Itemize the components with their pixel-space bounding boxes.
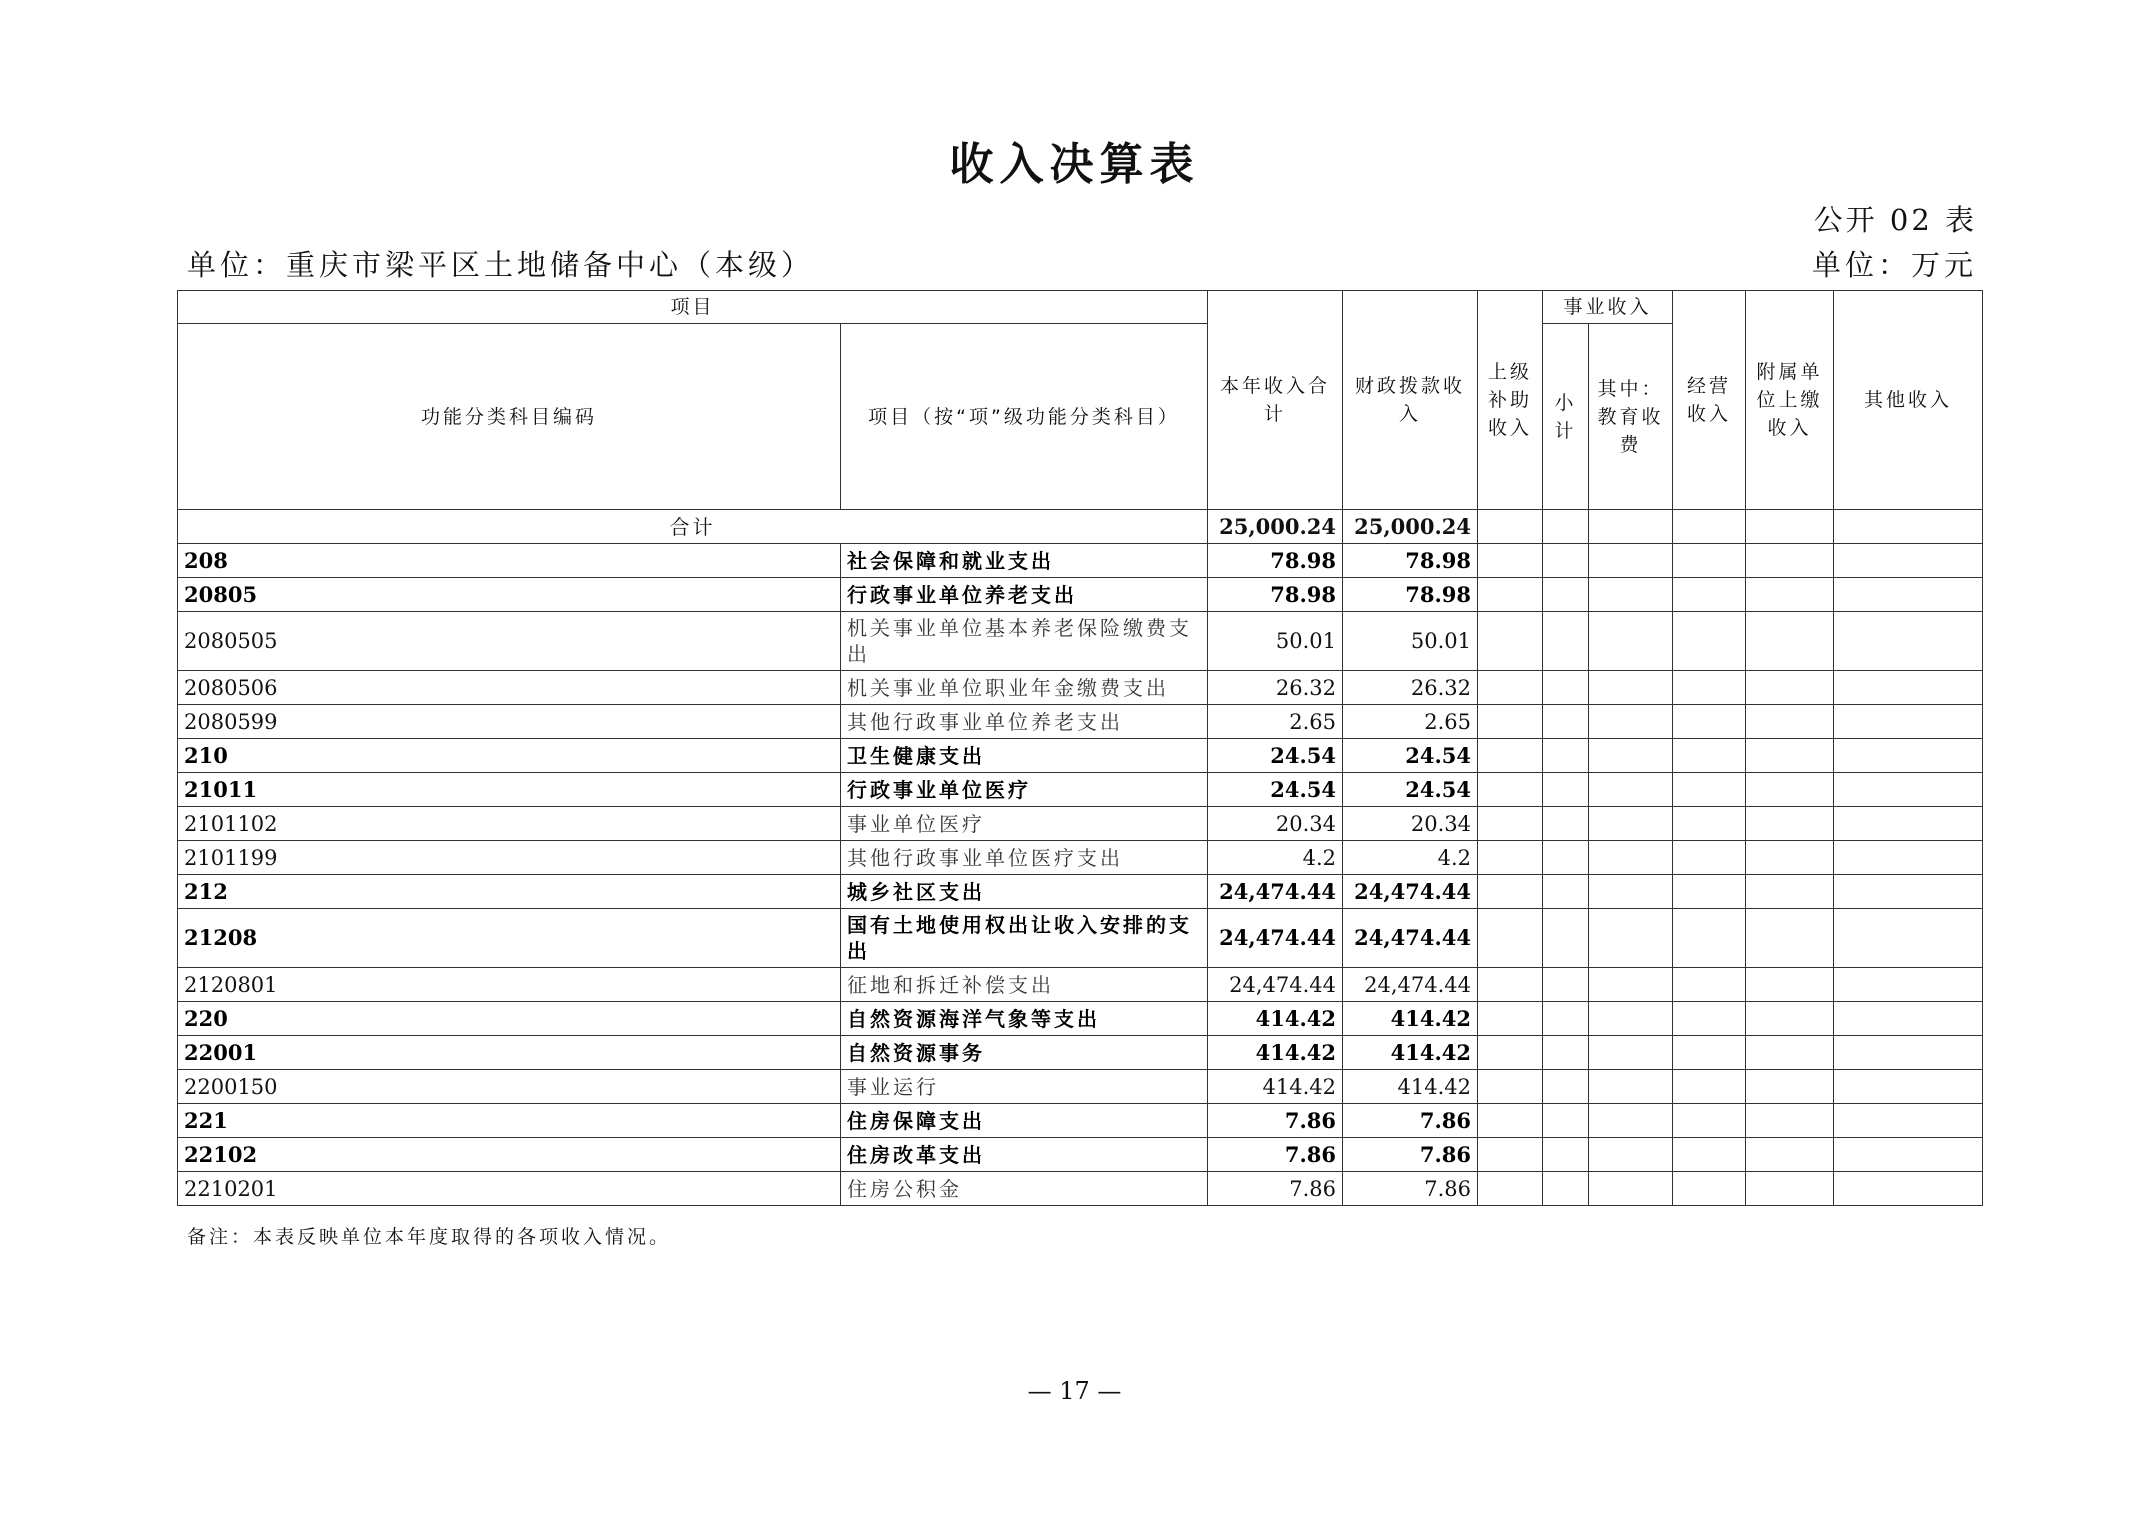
table-note: 备注：本表反映单位本年度取得的各项收入情况。 bbox=[187, 1226, 672, 1248]
page-number: — 17 — bbox=[1027, 1377, 1122, 1405]
table-row bbox=[178, 1002, 1983, 1036]
table-row bbox=[178, 841, 1983, 875]
row-name: 机关事业单位职业年金缴费支出 bbox=[841, 671, 1208, 705]
row-fiscal: 78.98 bbox=[1343, 544, 1478, 578]
row-fiscal: 2.65 bbox=[1343, 705, 1478, 739]
row-code: 2210201 bbox=[178, 1172, 841, 1206]
total-row bbox=[178, 510, 1983, 544]
table-row bbox=[178, 705, 1983, 739]
row-name: 其他行政事业单位医疗支出 bbox=[841, 841, 1208, 875]
row-name: 行政事业单位养老支出 bbox=[841, 578, 1208, 612]
row-fiscal: 4.2 bbox=[1343, 841, 1478, 875]
row-fiscal: 26.32 bbox=[1343, 671, 1478, 705]
table-row bbox=[178, 544, 1983, 578]
row-name: 自然资源事务 bbox=[841, 1036, 1208, 1070]
unit-organization: 单位：重庆市梁平区土地储备中心（本级） bbox=[187, 248, 815, 282]
row-name: 住房改革支出 bbox=[841, 1138, 1208, 1172]
row-name: 城乡社区支出 bbox=[841, 875, 1208, 909]
row-fiscal: 78.98 bbox=[1343, 578, 1478, 612]
row-name: 事业单位医疗 bbox=[841, 807, 1208, 841]
row-total: 414.42 bbox=[1208, 1070, 1343, 1104]
table-row bbox=[178, 671, 1983, 705]
row-name: 自然资源海洋气象等支出 bbox=[841, 1002, 1208, 1036]
row-fiscal: 7.86 bbox=[1343, 1104, 1478, 1138]
row-fiscal: 414.42 bbox=[1343, 1002, 1478, 1036]
row-name: 卫生健康支出 bbox=[841, 739, 1208, 773]
table-row bbox=[178, 909, 1983, 968]
row-fiscal: 24.54 bbox=[1343, 739, 1478, 773]
row-name: 住房保障支出 bbox=[841, 1104, 1208, 1138]
row-total: 2.65 bbox=[1208, 705, 1343, 739]
row-total: 414.42 bbox=[1208, 1002, 1343, 1036]
row-total: 7.86 bbox=[1208, 1138, 1343, 1172]
row-fiscal: 7.86 bbox=[1343, 1172, 1478, 1206]
header-education: 其中：教育收费 bbox=[1589, 324, 1673, 510]
row-code: 21208 bbox=[178, 909, 841, 968]
table-number: 公开 02 表 bbox=[1813, 203, 1977, 237]
row-total: 24,474.44 bbox=[1208, 968, 1343, 1002]
row-code: 22102 bbox=[178, 1138, 841, 1172]
row-code: 2200150 bbox=[178, 1070, 841, 1104]
row-fiscal: 414.42 bbox=[1343, 1036, 1478, 1070]
row-code: 2080599 bbox=[178, 705, 841, 739]
table-row bbox=[178, 807, 1983, 841]
table-row bbox=[178, 1104, 1983, 1138]
row-fiscal: 20.34 bbox=[1343, 807, 1478, 841]
row-total: 24,474.44 bbox=[1208, 909, 1343, 968]
table-row bbox=[178, 968, 1983, 1002]
row-total: 78.98 bbox=[1208, 578, 1343, 612]
row-name: 机关事业单位基本养老保险缴费支出 bbox=[841, 612, 1208, 671]
row-name: 国有土地使用权出让收入安排的支出 bbox=[841, 909, 1208, 968]
table-row bbox=[178, 739, 1983, 773]
income-table bbox=[177, 290, 1983, 1206]
header-project: 项目 bbox=[178, 291, 1208, 324]
row-total: 24.54 bbox=[1208, 739, 1343, 773]
row-total: 26.32 bbox=[1208, 671, 1343, 705]
row-total: 7.86 bbox=[1208, 1104, 1343, 1138]
row-fiscal: 24,474.44 bbox=[1343, 909, 1478, 968]
row-name: 住房公积金 bbox=[841, 1172, 1208, 1206]
row-fiscal: 24,474.44 bbox=[1343, 968, 1478, 1002]
row-fiscal: 50.01 bbox=[1343, 612, 1478, 671]
header-affiliated: 附属单位上缴收入 bbox=[1746, 291, 1834, 510]
table-row bbox=[178, 773, 1983, 807]
table-row bbox=[178, 1070, 1983, 1104]
row-total: 7.86 bbox=[1208, 1172, 1343, 1206]
row-code: 2120801 bbox=[178, 968, 841, 1002]
row-total: 50.01 bbox=[1208, 612, 1343, 671]
row-code: 20805 bbox=[178, 578, 841, 612]
row-code: 22001 bbox=[178, 1036, 841, 1070]
header-business: 事业收入 bbox=[1543, 291, 1673, 324]
unit-currency: 单位：万元 bbox=[1811, 248, 1977, 282]
row-fiscal: 7.86 bbox=[1343, 1138, 1478, 1172]
row-code: 21011 bbox=[178, 773, 841, 807]
table-row bbox=[178, 1172, 1983, 1206]
table-row bbox=[178, 612, 1983, 671]
row-name: 社会保障和就业支出 bbox=[841, 544, 1208, 578]
row-name: 事业运行 bbox=[841, 1070, 1208, 1104]
row-code: 210 bbox=[178, 739, 841, 773]
row-code: 208 bbox=[178, 544, 841, 578]
row-total: 414.42 bbox=[1208, 1036, 1343, 1070]
row-name: 其他行政事业单位养老支出 bbox=[841, 705, 1208, 739]
table-row bbox=[178, 1036, 1983, 1070]
total-income: 25,000.24 bbox=[1208, 510, 1343, 544]
row-fiscal: 24,474.44 bbox=[1343, 875, 1478, 909]
row-fiscal: 24.54 bbox=[1343, 773, 1478, 807]
header-name: 项目（按“项”级功能分类科目） bbox=[841, 324, 1208, 510]
page-title: 收入决算表 bbox=[949, 139, 1200, 190]
row-name: 征地和拆迁补偿支出 bbox=[841, 968, 1208, 1002]
header-total: 本年收入合计 bbox=[1208, 291, 1343, 510]
header-fiscal: 财政拨款收入 bbox=[1343, 291, 1478, 510]
row-total: 78.98 bbox=[1208, 544, 1343, 578]
table-row bbox=[178, 875, 1983, 909]
table-row bbox=[178, 578, 1983, 612]
unit-line bbox=[187, 243, 1977, 284]
row-code: 212 bbox=[178, 875, 841, 909]
row-total: 20.34 bbox=[1208, 807, 1343, 841]
row-code: 221 bbox=[178, 1104, 841, 1138]
header-subtotal: 小计 bbox=[1543, 324, 1589, 510]
table-row bbox=[178, 1138, 1983, 1172]
row-total: 24.54 bbox=[1208, 773, 1343, 807]
row-code: 2101102 bbox=[178, 807, 841, 841]
row-name: 行政事业单位医疗 bbox=[841, 773, 1208, 807]
header-superior: 上级补助收入 bbox=[1478, 291, 1543, 510]
total-label: 合计 bbox=[178, 510, 1208, 544]
row-total: 24,474.44 bbox=[1208, 875, 1343, 909]
header-operating: 经营收入 bbox=[1673, 291, 1746, 510]
row-code: 2101199 bbox=[178, 841, 841, 875]
header-code: 功能分类科目编码 bbox=[178, 324, 841, 510]
row-code: 220 bbox=[178, 1002, 841, 1036]
row-code: 2080505 bbox=[178, 612, 841, 671]
header-other: 其他收入 bbox=[1834, 291, 1983, 510]
total-fiscal: 25,000.24 bbox=[1343, 510, 1478, 544]
row-total: 4.2 bbox=[1208, 841, 1343, 875]
row-code: 2080506 bbox=[178, 671, 841, 705]
row-fiscal: 414.42 bbox=[1343, 1070, 1478, 1104]
